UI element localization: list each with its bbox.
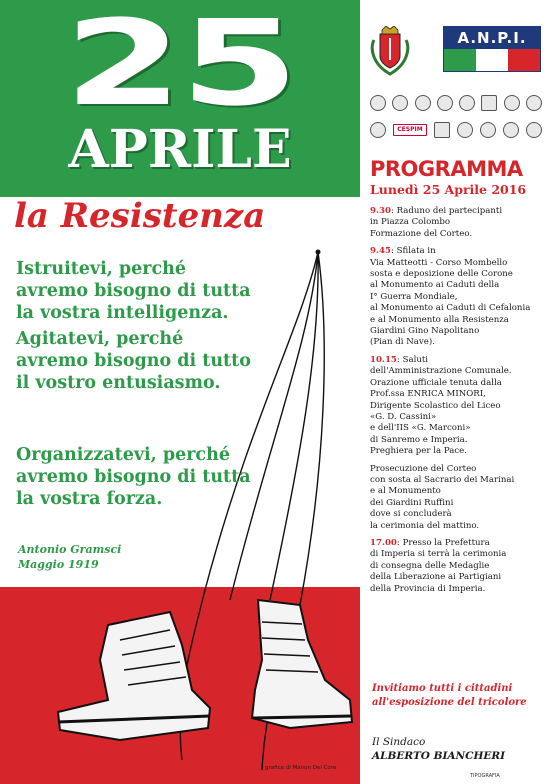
cespim-logo: CESPIM bbox=[393, 124, 427, 136]
crest-icon bbox=[457, 122, 473, 138]
event-item: 17.00: Presso la Prefettura di Imperia si terrà la cerimonia di consegna delle Medaglie della Liberazione ai Partigiani della Provincia di Imperia. bbox=[370, 537, 507, 594]
crest-icon bbox=[504, 95, 520, 111]
programma-events bbox=[370, 206, 548, 601]
event-item: 9.30: Raduno dei partecipanti in Piazza Colombo Formazione del Corteo. bbox=[370, 206, 503, 239]
date-day: 25 bbox=[63, 0, 297, 132]
sponsor-logos bbox=[370, 92, 542, 146]
crest-icon bbox=[526, 122, 542, 138]
crest-icon bbox=[370, 95, 386, 111]
date-month: APRILE bbox=[68, 119, 292, 180]
tricolore-flag-icon bbox=[444, 49, 540, 71]
logo-row bbox=[370, 119, 542, 141]
crest-icon bbox=[526, 95, 542, 111]
crest-icon bbox=[481, 95, 497, 111]
crest-icon bbox=[392, 95, 408, 111]
event-item: Prosecuzione del Corteo con sosta al Sacrario dei Marinai e al Monumento dei Giardini Ruffini dove si concluderà la cerimonia del mattino. bbox=[370, 463, 515, 531]
crest-icon bbox=[434, 122, 450, 138]
programma-date: Lunedì 25 Aprile 2016 bbox=[370, 182, 527, 197]
crest-icon bbox=[370, 122, 386, 138]
crest-icon bbox=[415, 95, 431, 111]
quote-istruitevi: Istruitevi, perché avremo bisogno di tutta la vostra intelligenza. bbox=[16, 259, 251, 323]
anpi-logo: A.N.P.I. bbox=[443, 26, 541, 72]
printer-credit: TIPOGRAFIA bbox=[470, 773, 500, 779]
event-item: 9.45: Sfilata in Via Matteotti - Corso Mombello sosta e deposizione delle Corone al Monumento ai Caduti della I° Guerra Mondiale, al Monumento ai Caduti di Cefalonia e al Monumento alla Resistenza Giardini Gino Napolitano (Pian di Nave). bbox=[370, 246, 531, 348]
headline: la Resistenza bbox=[14, 196, 266, 236]
programma-title: PROGRAMMA bbox=[370, 157, 523, 181]
graphic-credit: grafica di Manon Del Core bbox=[265, 765, 337, 771]
crest-icon bbox=[480, 122, 496, 138]
invite-text: Invitiamo tutti i cittadini all'esposizione del tricolore bbox=[372, 683, 527, 708]
coat-of-arms-icon bbox=[368, 26, 412, 76]
logo-row bbox=[370, 92, 542, 114]
quote-author: Antonio Gramsci Maggio 1919 bbox=[18, 543, 122, 571]
crest-icon bbox=[503, 122, 519, 138]
quote-agitatevi: Agitatevi, perché avremo bisogno di tutto il vostro entusiasmo. bbox=[16, 329, 251, 393]
left-boot-icon bbox=[58, 612, 210, 740]
mayor-signature: Il Sindaco ALBERTO BIANCHERI bbox=[372, 736, 506, 762]
right-boot-icon bbox=[252, 600, 352, 728]
crest-icon bbox=[437, 95, 453, 111]
anchor-icon bbox=[459, 95, 475, 111]
event-item: 10.15: Saluti dell'Amministrazione Comunale. Orazione ufficiale tenuta dalla Prof.ssa ENRICA MINORI, Dirigente Scolastico del Liceo «G. D. Cassini» e dell'IIS «G. Marconi» di Sanremo e Imperia. Preghiera per la Pace. bbox=[370, 354, 512, 457]
quote-organizzatevi: Organizzatevi, perché avremo bisogno di tutta la vostra forza. bbox=[16, 445, 251, 509]
